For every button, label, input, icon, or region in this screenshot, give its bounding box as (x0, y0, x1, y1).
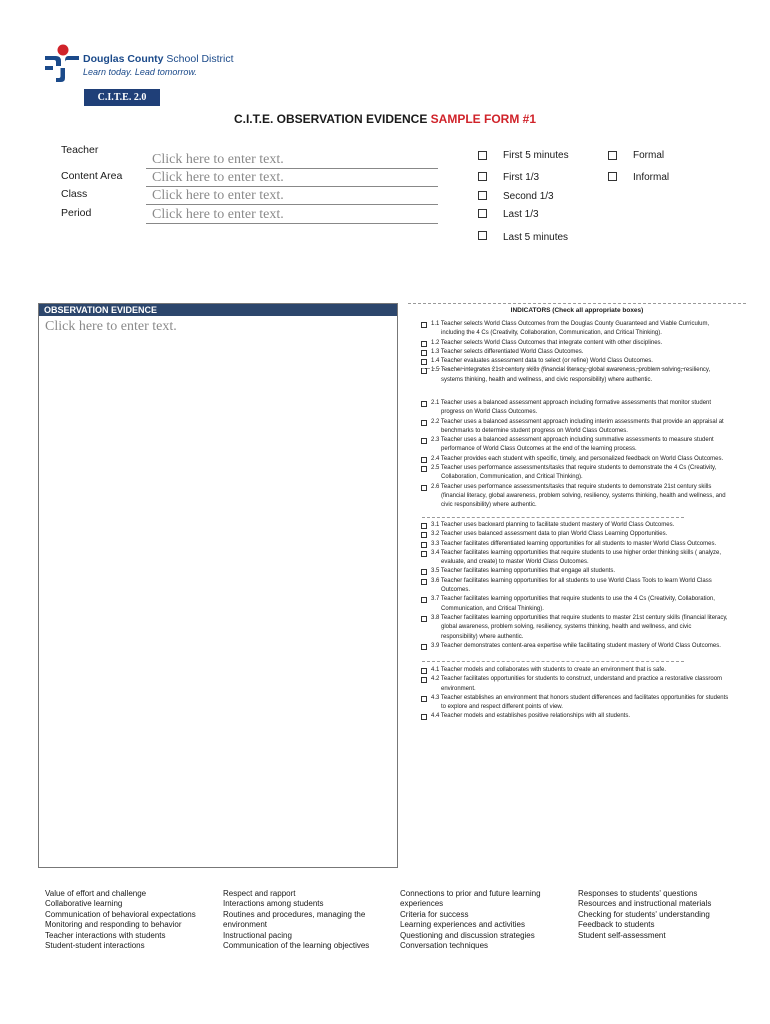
title-main: C.I.T.E. OBSERVATION EVIDENCE (233, 112, 431, 126)
indicator-item (416, 320, 746, 339)
teacher-label: Teacher (61, 144, 99, 156)
indicator-checkbox[interactable] (421, 466, 427, 472)
indicator-group-2 (416, 399, 746, 511)
first-5-minutes-checkbox[interactable] (478, 151, 487, 160)
footer-item: Conversation techniques (400, 941, 489, 951)
indicator-text: 3.6 Teacher facilitates learning opportunities for all students to use World Class Tools to learn World Class (431, 577, 712, 584)
indicator-text-continued: civic responsibility) where authentic. (441, 502, 537, 509)
indicator-item (416, 675, 746, 694)
indicator-text: 4.1 Teacher models and collaborates with students to create an environment that is safe. (431, 667, 667, 673)
footer-column-1 (45, 889, 196, 951)
indicator-text: 3.4 Teacher facilitates learning opportunities that require students to use higher order thinking skills ( analyze, (431, 549, 722, 556)
formal-label: Formal (633, 150, 665, 161)
indicator-text-continued: environment. (441, 685, 476, 692)
footer-item: Feedback to students (578, 920, 655, 930)
footer-item: Interactions among students (223, 899, 324, 909)
indicator-text-continued: systems thinking, health and wellness, and civic responsibility) where authentic. (441, 376, 653, 383)
indicator-item (416, 530, 746, 539)
period-label: Period (61, 207, 92, 219)
indicator-separator (422, 661, 684, 662)
indicator-item (416, 357, 746, 366)
indicator-item (416, 348, 746, 357)
indicator-checkbox[interactable] (421, 359, 427, 365)
indicator-text: 3.5 Teacher facilitates learning opportunities that engage all students. (431, 568, 616, 575)
footer-item: Student self-assessment (578, 930, 666, 940)
indicator-text: 3.8 Teacher facilitates learning opportunities that require students to master 21st century skills (financial literacy, (431, 614, 728, 621)
indicator-text-continued: including the 4 Cs (Creativity, Collaboration, Communication, and Critical Thinking). (441, 330, 662, 337)
footer-item: Learning experiences and activities (400, 920, 525, 930)
indicator-checkbox[interactable] (421, 668, 427, 674)
indicator-checkbox[interactable] (421, 322, 427, 328)
first-5-minutes-label: First 5 minutes (503, 150, 569, 161)
indicator-text-continued: Collaboration, Communication, and Critical Thinking). (441, 474, 583, 481)
indicator-text: 1.3 Teacher selects differentiated World Class Outcomes. (431, 348, 584, 355)
indicator-checkbox[interactable] (421, 644, 427, 650)
indicator-text: 2.6 Teacher uses performance assessments/tasks that require students to demonstrate 21st century skills (431, 483, 712, 490)
second-third-checkbox[interactable] (478, 191, 487, 200)
footer-item: Instructional pacing (223, 930, 292, 940)
first-third-label: First 1/3 (503, 172, 540, 183)
indicator-text-continued: Outcomes. (441, 587, 471, 594)
teacher-field[interactable]: Click here to enter text. (146, 151, 438, 169)
indicator-text: 3.2 Teacher uses balanced assessment data to plan World Class Learning Opportunities. (431, 531, 668, 538)
indicator-text: 2.3 Teacher uses a balanced assessment approach including summative assessments to measure student (431, 437, 714, 444)
footer-item: Collaborative learning (45, 899, 123, 909)
footer-item: Respect and rapport (223, 889, 296, 898)
footer-item: Communication of the learning objectives (223, 941, 370, 951)
indicator-item (416, 712, 746, 721)
indicator-item (416, 366, 746, 385)
indicator-checkbox[interactable] (421, 569, 427, 575)
content-area-field[interactable]: Click here to enter text. (146, 169, 438, 187)
indicator-item (416, 455, 746, 464)
last-5-minutes-checkbox[interactable] (478, 231, 487, 240)
informal-label: Informal (633, 172, 670, 183)
indicator-item (416, 483, 746, 511)
indicator-checkbox[interactable] (421, 579, 427, 585)
indicator-text: 4.2 Teacher facilitates opportunities for students to construct, understand and practice a restorative classroom (431, 676, 723, 683)
district-logo-mark-icon (44, 44, 80, 84)
informal-checkbox[interactable] (608, 172, 617, 181)
last-third-checkbox[interactable] (478, 209, 487, 218)
indicator-item (416, 567, 746, 576)
indicator-item (416, 464, 746, 483)
indicator-checkbox[interactable] (421, 523, 427, 529)
indicator-checkbox[interactable] (421, 485, 427, 491)
indicator-item (416, 418, 746, 437)
indicator-text: 3.9 Teacher demonstrates content-area expertise while facilitating student mastery of World Class Outcomes. (431, 642, 721, 649)
indicator-item (416, 614, 746, 642)
indicator-checkbox[interactable] (421, 677, 427, 683)
indicator-text-continued: evaluate, and create) to master World Class Outcomes. (441, 559, 589, 566)
footer-item: Student-student interactions (45, 941, 145, 951)
footer-item: Teacher interactions with students (45, 930, 166, 940)
indicator-group-4 (416, 666, 746, 722)
district-name: Douglas County School District (83, 53, 234, 65)
indicator-text-continued: performance of World Class Outcomes at the end of the learning process. (441, 446, 637, 453)
indicator-checkbox[interactable] (421, 616, 427, 622)
indicator-text: 2.5 Teacher uses performance assessments/tasks that require students to demonstrate the 4 Cs (Creativity, (431, 465, 717, 472)
indicator-text: 2.4 Teacher provides each student with specific, timely, and personalized feedback on World Class Outcomes. (431, 455, 724, 462)
footer-column-2 (223, 889, 369, 951)
indicator-checkbox[interactable] (421, 438, 427, 444)
indicator-checkbox[interactable] (421, 350, 427, 356)
footer-item: Questioning and discussion strategies (400, 930, 535, 940)
indicator-text: 3.7 Teacher facilitates learning opportunities that require students to use the 4 Cs (Creativity, Collaboration, (431, 596, 715, 603)
formal-checkbox[interactable] (608, 151, 617, 160)
indicator-item (416, 339, 746, 348)
period-field[interactable]: Click here to enter text. (146, 206, 438, 224)
indicator-text: 1.5 Teacher integrates 21st century skills (financial literacy, global awareness, problem solving, resiliency, (431, 367, 711, 374)
indicator-group-1 (416, 320, 746, 385)
indicator-text-continued: to explore and respect different points of view. (441, 704, 563, 711)
indicator-text: 3.1 Teacher uses backward planning to facilitate student mastery of World Class Outcomes. (431, 522, 675, 528)
indicator-group-3 (416, 521, 746, 651)
indicator-text: 2.1 Teacher uses a balanced assessment approach including formative assessments that monitor student (431, 400, 712, 406)
observation-evidence-field[interactable]: Click here to enter text. (45, 319, 177, 334)
first-third-checkbox[interactable] (478, 172, 487, 181)
indicator-checkbox[interactable] (421, 457, 427, 463)
indicator-item (416, 540, 746, 549)
footer-column-3 (400, 889, 541, 951)
indicator-text: 4.4 Teacher models and establishes positive relationships with all students. (431, 713, 631, 720)
indicator-text: 4.3 Teacher establishes an environment that honors student differences and facilitates opportunities for students (431, 694, 729, 701)
indicator-item (416, 399, 746, 418)
class-label: Class (61, 188, 88, 200)
indicator-text: 1.2 Teacher selects World Class Outcomes that integrate content with other disciplines. (431, 339, 663, 346)
footer-item: Criteria for success (400, 909, 469, 919)
footer-item: Checking for students' understanding (578, 909, 710, 919)
indicator-text: 1.4 Teacher evaluates assessment data to select (or refine) World Class Outcomes. (431, 358, 653, 365)
district-logo (44, 44, 234, 86)
indicator-separator (422, 368, 684, 369)
title-sample: SAMPLE FORM #1 (430, 112, 537, 126)
indicator-item (416, 549, 746, 568)
indicator-item (416, 595, 746, 614)
footer-column-4 (578, 889, 711, 941)
indicator-item (416, 666, 746, 675)
second-third-label: Second 1/3 (503, 191, 554, 202)
indicator-checkbox[interactable] (421, 542, 427, 548)
indicator-separator (422, 517, 684, 518)
indicator-checkbox[interactable] (421, 420, 427, 426)
indicator-checkbox[interactable] (421, 532, 427, 538)
footer-item: Responses to students' questions (578, 889, 698, 898)
indicator-text: 2.2 Teacher uses a balanced assessment approach including interim assessments that provide an appraisal at (431, 418, 724, 425)
indicator-text: 3.3 Teacher facilitates differentiated learning opportunities for all students to master World Class Outcomes. (431, 540, 717, 547)
indicator-item (416, 642, 746, 651)
indicator-text-continued: responsibility) where authentic. (441, 633, 524, 640)
indicators-top-rule (408, 303, 746, 304)
indicator-checkbox[interactable] (421, 714, 427, 720)
indicator-text-continued: global awareness, problem solving, resiliency, systems thinking, health and wellness, and civic (441, 624, 692, 631)
indicator-text-continued: Communication, and Critical Thinking). (441, 605, 544, 612)
footer-item: environment (223, 920, 268, 930)
indicator-checkbox[interactable] (421, 341, 427, 347)
footer-item: Connections to prior and future learning (400, 889, 541, 898)
indicator-checkbox[interactable] (421, 368, 427, 374)
indicator-text-continued: (financial literacy, global awareness, problem solving, resiliency, systems thinking, health and wellness, and (441, 492, 726, 499)
indicator-text-continued: benchmarks to determine student progress on World Class Outcomes. (441, 427, 628, 434)
indicator-checkbox[interactable] (421, 401, 427, 407)
district-tagline: Learn today. Lead tomorrow. (83, 67, 197, 77)
indicators-heading: INDICATORS (Check all appropriate boxes) (510, 307, 644, 314)
indicator-item (416, 521, 746, 530)
observation-evidence-box[interactable] (38, 303, 398, 868)
indicator-item (416, 436, 746, 455)
observation-evidence-heading: OBSERVATION EVIDENCE (39, 304, 397, 316)
indicator-item (416, 577, 746, 596)
class-field[interactable]: Click here to enter text. (146, 187, 438, 205)
footer-item: Value of effort and challenge (45, 889, 147, 898)
indicator-checkbox[interactable] (421, 551, 427, 557)
footer-item: Monitoring and responding to behavior (45, 920, 182, 930)
indicator-item (416, 694, 746, 713)
page-title (0, 112, 770, 126)
footer-item: experiences (400, 899, 444, 909)
indicator-checkbox[interactable] (421, 696, 427, 702)
footer-item: Resources and instructional materials (578, 899, 712, 909)
indicator-text-continued: progress on World Class Outcomes. (441, 409, 538, 416)
last-5-minutes-label: Last 5 minutes (503, 232, 569, 243)
cite-banner: C.I.T.E. 2.0 (84, 89, 160, 106)
content-area-label: Content Area (61, 170, 123, 182)
footer-item: Communication of behavioral expectations (45, 909, 196, 919)
last-third-label: Last 1/3 (503, 209, 539, 220)
indicator-text: 1.1 Teacher selects World Class Outcomes from the Douglas County Guaranteed and Viable Curriculum, (431, 321, 710, 327)
indicator-checkbox[interactable] (421, 597, 427, 603)
footer-item: Routines and procedures, managing the (223, 909, 366, 919)
